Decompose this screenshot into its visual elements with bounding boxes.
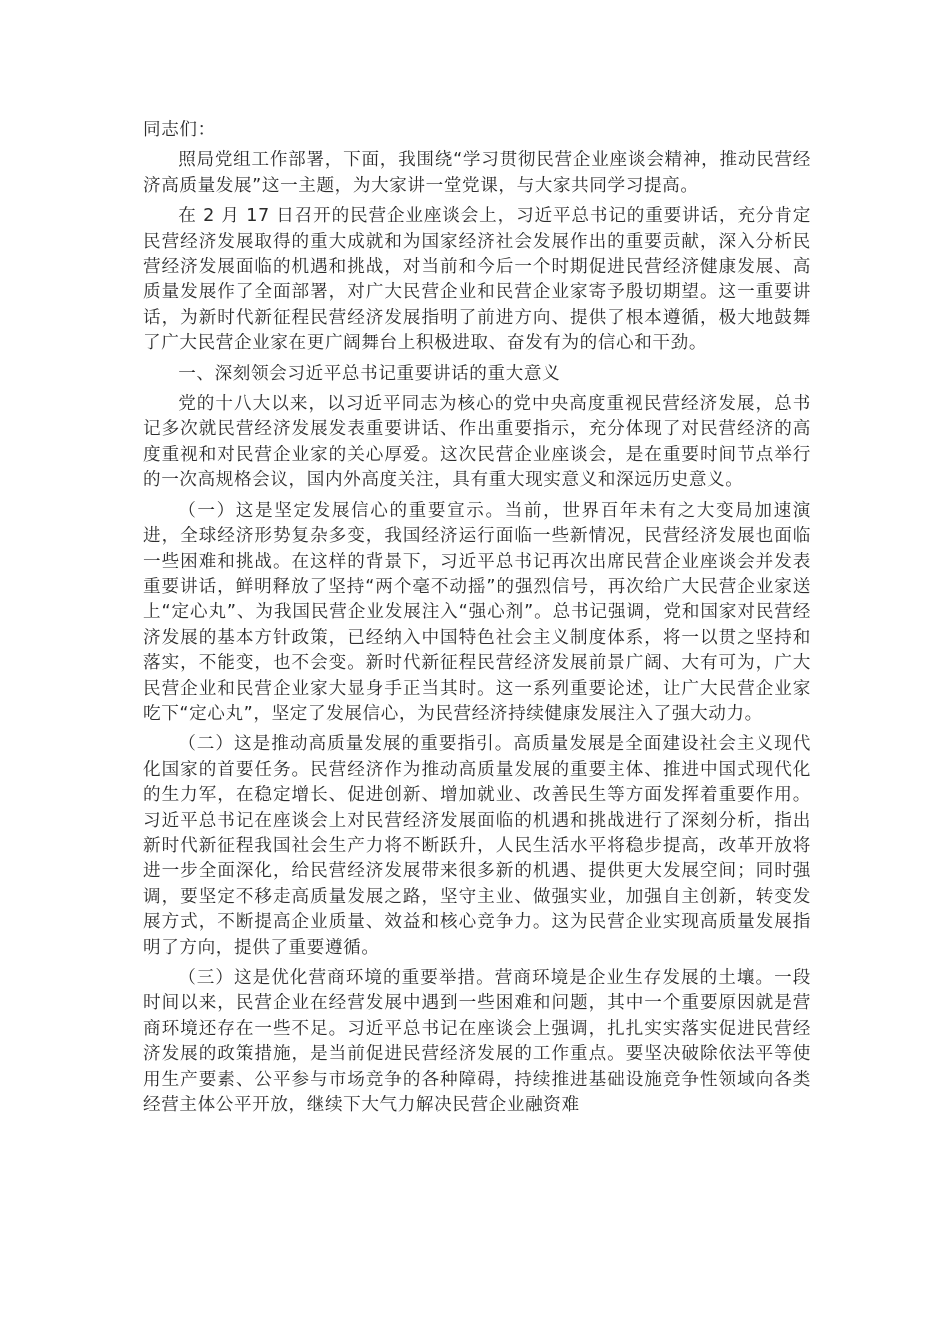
- context-paragraph: 在 2 月 17 日召开的民营企业座谈会上，习近平总书记的重要讲话，充分肯定民营经济发展取得的重大成就和为国家经济社会发展作出的重要贡献，深入分析民营经济发展面临的机遇和挑战，对当前和今后一个时期促进民营经济健康发展、高质量发展作了全面部署，对广大民营企业和民营企业家寄予殷切期望。这一重要讲话，为新时代新征程民营经济发展指明了前进方向、提供了根本遵循，极大地鼓舞了广大民营企业家在更广阔舞台上积极进取、奋发有为的信心和干劲。: [143, 206, 811, 354]
- section-heading: 一、深刻领会习近平总书记重要讲话的重大意义: [178, 363, 561, 384]
- salutation: 同志们：: [143, 120, 216, 140]
- document-page: [143, 118, 811, 1123]
- section-intro-paragraph: 党的十八大以来，以习近平同志为核心的党中央高度重视民营经济发展，总书记多次就民营经济发展发表重要讲话、作出重要指示，充分体现了对民营经济的高度重视和对民营企业家的关心厚爱。这次民营企业座谈会，是在重要时间节点举行的一次高规格会议，国内外高度关注，具有重大现实意义和深远历史意义。: [143, 394, 811, 491]
- point-three-paragraph: （三）这是优化营商环境的重要举措。营商环境是企业生存发展的土壤。一段时间以来，民营企业在经营发展中遇到一些困难和问题，其中一个重要原因就是营商环境还存在一些不足。习近平总书记在座谈会上强调，扎扎实实落实促进民营经济发展的政策措施，是当前促进民营经济发展的工作重点。要坚决破除依法平等使用生产要素、公平参与市场竞争的各种障碍，持续推进基础设施竞争性领域向各类经营主体公平开放，继续下大气力解决民营企业融资难: [143, 968, 811, 1116]
- point-one-paragraph: （一）这是坚定发展信心的重要宣示。当前，世界百年未有之大变局加速演进，全球经济形势复杂多变，我国经济运行面临一些新情况，民营经济发展也面临一些困难和挑战。在这样的背景下，习近平总书记再次出席民营企业座谈会并发表重要讲话，鲜明释放了坚持“两个毫不动摇”的强烈信号，再次给广大民营企业家送上“定心丸”、为我国民营企业发展注入“强心剂”。总书记强调，党和国家对民营经济发展的基本方针政策，已经纳入中国特色社会主义制度体系，将一以贯之坚持和落实，不能变，也不会变。新时代新征程民营经济发展前景广阔、大有可为，广大民营企业和民营企业家大显身手正当其时。这一系列重要论述，让广大民营企业家吃下“定心丸”，坚定了发展信心，为民营经济持续健康发展注入了强大动力。: [143, 500, 811, 724]
- intro-paragraph: 照局党组工作部署，下面，我围绕“学习贯彻民营企业座谈会精神，推动民营经济高质量发展”这一主题，为大家讲一堂党课，与大家共同学习提高。: [143, 150, 811, 196]
- point-two-paragraph: （二）这是推动高质量发展的重要指引。高质量发展是全面建设社会主义现代化国家的首要任务。民营经济作为推动高质量发展的重要主体、推进中国式现代化的生力军，在稳定增长、促进创新、增加就业、改善民生等方面发挥着重要作用。习近平总书记在座谈会上对民营经济发展面临的机遇和挑战进行了深刻分析，指出新时代新征程我国社会生产力将不断跃升，人民生活水平将稳步提高，改革开放将进一步全面深化，给民营经济发展带来很多新的机遇、提供更大发展空间；同时强调，要坚定不移走高质量发展之路，坚守主业、做强实业，加强自主创新，转变发展方式，不断提高企业质量、效益和核心竞争力。这为民营企业实现高质量发展指明了方向，提供了重要遵循。: [143, 734, 811, 958]
